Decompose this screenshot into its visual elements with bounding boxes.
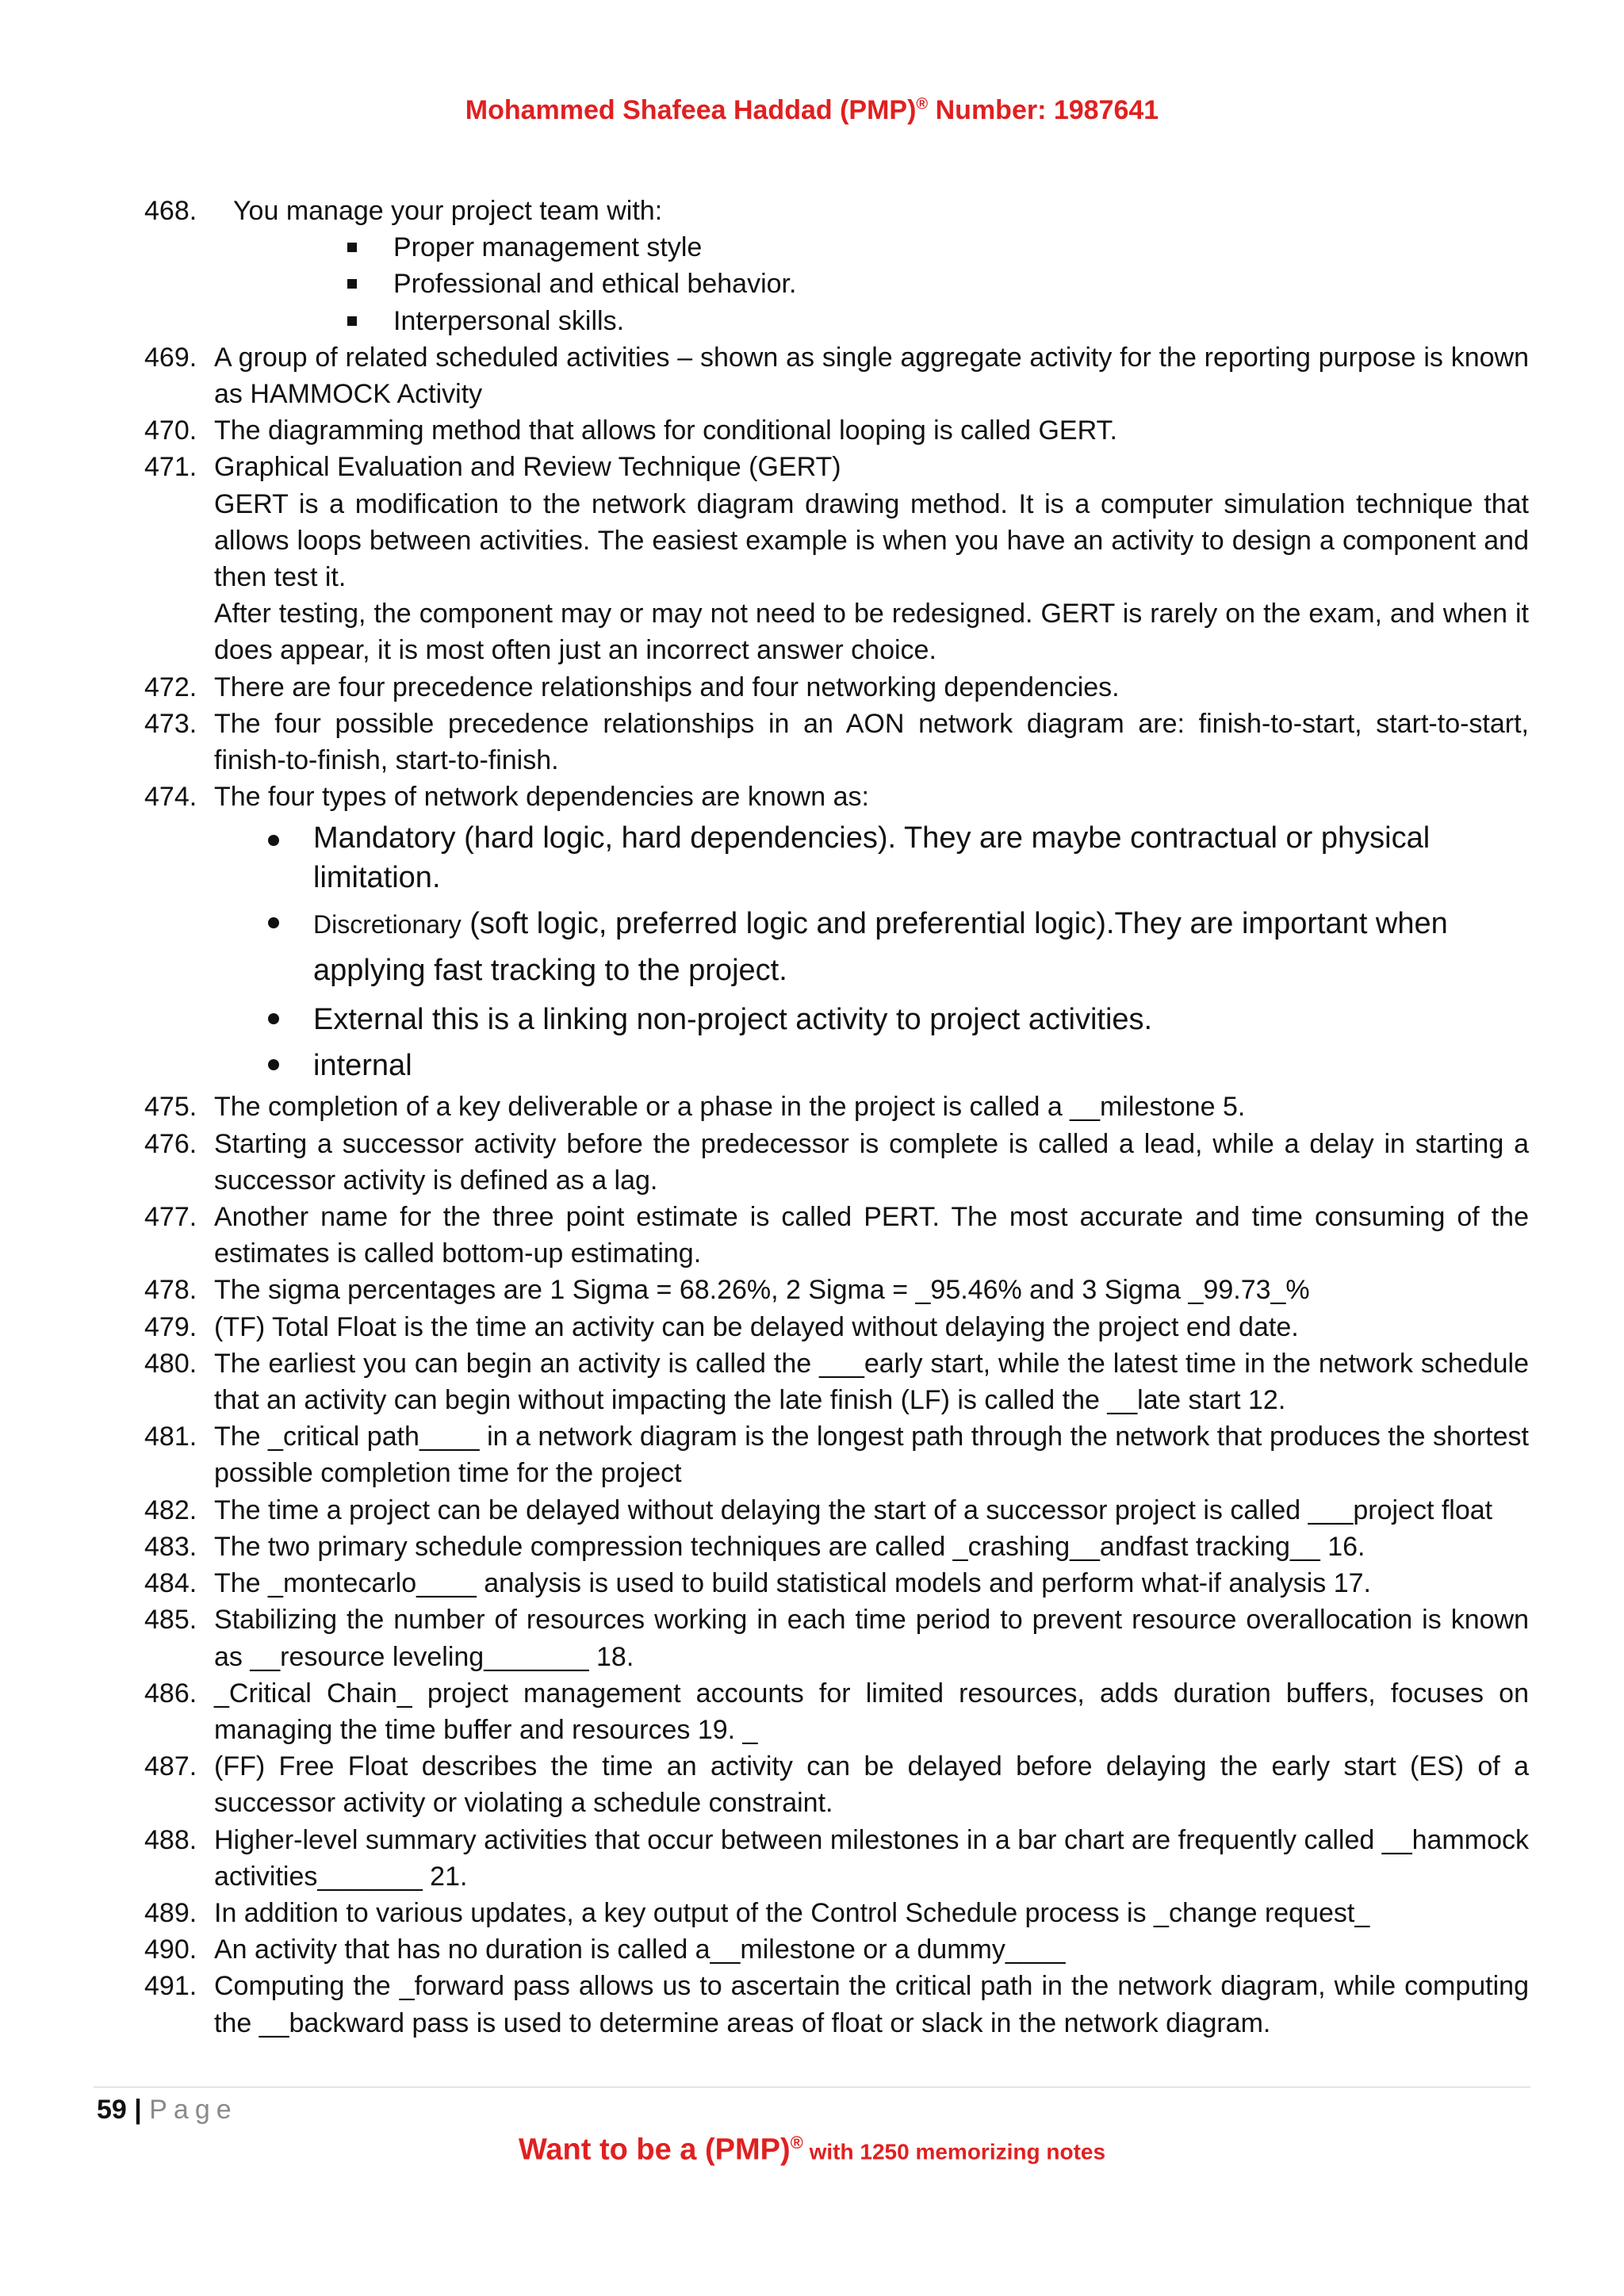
note-text: The diagramming method that allows for conditional looping is called GERT. bbox=[214, 415, 1117, 446]
note-text: You manage your project team with: bbox=[233, 196, 663, 226]
note-text: Computing the _forward pass allows us to ascertain the critical path in the network diagram, while computing the __backward pass is used to determine areas of float or slack in the network diagram. bbox=[214, 1971, 1529, 2038]
page-header bbox=[0, 95, 1624, 126]
page-number: 59 | Page bbox=[97, 2095, 238, 2125]
note-number: 474. bbox=[144, 782, 197, 813]
note-476 bbox=[144, 1126, 1529, 1199]
list-item: Mandatory (hard logic, hard dependencies). They are maybe contractual or physical limitation. bbox=[144, 818, 1529, 897]
gert-paragraph-1: GERT is a modification to the network diagram drawing method. It is a computer simulation technique that allows loops between activities. The easiest example is when you have an activity to design a component and then test it. bbox=[214, 488, 1529, 593]
note-469 bbox=[144, 339, 1529, 412]
note-472 bbox=[144, 669, 1529, 706]
note-text: Higher-level summary activities that occur between milestones in a bar chart are frequently called __hammock activities_______ 21. bbox=[214, 1824, 1529, 1892]
note-485 bbox=[144, 1601, 1529, 1674]
list-item: internal bbox=[144, 1043, 1529, 1089]
note-text: The _montecarlo____ analysis is used to build statistical models and perform what-if analysis 17. bbox=[214, 1568, 1371, 1599]
note-text: The sigma percentages are 1 Sigma = 68.26%, 2 Sigma = _95.46% and 3 Sigma _99.73_% bbox=[214, 1275, 1310, 1306]
bullet-icon bbox=[268, 1059, 279, 1070]
note-484 bbox=[144, 1565, 1529, 1601]
note-number: 472. bbox=[144, 672, 197, 702]
note-number: 490. bbox=[144, 1934, 197, 1965]
note-text: The four possible precedence relationships in an AON network diagram are: finish-to-start, start-to-start, finish-to-finish, start-to-finish. bbox=[214, 708, 1529, 776]
note-477 bbox=[144, 1199, 1529, 1272]
note-number: 470. bbox=[144, 415, 197, 446]
note-489 bbox=[144, 1895, 1529, 1931]
note-text: _Critical Chain_ project management accounts for limited resources, adds duration buffers, focuses on managing the time buffer and resources 19. _ bbox=[214, 1678, 1529, 1745]
note-473 bbox=[144, 706, 1529, 779]
note-481 bbox=[144, 1418, 1529, 1491]
note-text: There are four precedence relationships and four networking dependencies. bbox=[214, 672, 1120, 702]
note-text: In addition to various updates, a key output of the Control Schedule process is _change request_ bbox=[214, 1897, 1370, 1928]
team-management-list bbox=[144, 229, 1529, 339]
note-number: 469. bbox=[144, 342, 197, 373]
note-text: The completion of a key deliverable or a phase in the project is called a __milestone 5. bbox=[214, 1092, 1246, 1123]
note-483 bbox=[144, 1529, 1529, 1565]
note-475 bbox=[144, 1089, 1529, 1125]
note-text: (TF) Total Float is the time an activity can be delayed without delaying the project end date. bbox=[214, 1311, 1299, 1342]
note-number: 491. bbox=[144, 1971, 197, 2002]
note-486 bbox=[144, 1675, 1529, 1748]
note-number: 471. bbox=[144, 452, 197, 483]
note-number: 468. bbox=[144, 196, 197, 226]
note-479 bbox=[144, 1309, 1529, 1345]
square-bullet-icon bbox=[347, 243, 357, 252]
bullet-icon bbox=[268, 917, 279, 928]
note-number: 484. bbox=[144, 1568, 197, 1599]
note-490 bbox=[144, 1931, 1529, 1968]
list-item: External this is a linking non-project activity to project activities. bbox=[144, 997, 1529, 1043]
note-480 bbox=[144, 1345, 1529, 1418]
note-text: Another name for the three point estimate is called PERT. The most accurate and time consuming of the estimates is called bottom-up estimating. bbox=[214, 1202, 1529, 1269]
note-text: Graphical Evaluation and Review Technique (GERT) bbox=[214, 452, 841, 483]
header-author: Mohammed Shafeea Haddad (PMP) bbox=[465, 95, 917, 125]
note-text: A group of related scheduled activities – shown as single aggregate activity for the reporting purpose is known as HAMMOCK Activity bbox=[214, 342, 1529, 410]
note-text: Starting a successor activity before the predecessor is complete is called a lead, while a delay in starting a successor activity is defined as a lag. bbox=[214, 1128, 1529, 1196]
note-number: 486. bbox=[144, 1678, 197, 1709]
header-number: Number: 1987641 bbox=[928, 95, 1159, 125]
bullet-icon bbox=[268, 835, 279, 846]
note-488 bbox=[144, 1822, 1529, 1895]
notes-list bbox=[144, 193, 1529, 2042]
note-text: The four types of network dependencies are known as: bbox=[214, 782, 869, 813]
list-item: Interpersonal skills. bbox=[144, 303, 1529, 339]
note-number: 473. bbox=[144, 708, 197, 739]
note-482 bbox=[144, 1492, 1529, 1529]
square-bullet-icon bbox=[347, 279, 357, 289]
footer-banner: Want to be a (PMP)® with 1250 memorizing notes bbox=[518, 2133, 1106, 2167]
note-text: An activity that has no duration is called a__milestone or a dummy____ bbox=[214, 1934, 1066, 1965]
note-number: 479. bbox=[144, 1311, 197, 1342]
note-491 bbox=[144, 1968, 1529, 2041]
note-470 bbox=[144, 412, 1529, 449]
note-number: 487. bbox=[144, 1751, 197, 1782]
note-number: 480. bbox=[144, 1348, 197, 1379]
note-number: 481. bbox=[144, 1422, 197, 1452]
bullet-icon bbox=[268, 1013, 279, 1024]
note-number: 477. bbox=[144, 1202, 197, 1233]
list-item: Proper management style bbox=[144, 229, 1529, 266]
note-text: The earliest you can begin an activity is called the ___early start, while the latest time in the network schedule that an activity can begin without impacting the late finish (LF) is called the __late start 12. bbox=[214, 1348, 1529, 1416]
dependency-types-list bbox=[144, 818, 1529, 1089]
note-468 bbox=[144, 193, 1529, 229]
note-text: (FF) Free Float describes the time an activity can be delayed before delaying the early start (ES) of a successor activity or violating a schedule constraint. bbox=[214, 1751, 1529, 1819]
note-number: 475. bbox=[144, 1092, 197, 1123]
note-number: 488. bbox=[144, 1824, 197, 1855]
note-number: 483. bbox=[144, 1531, 197, 1562]
registered-mark: ® bbox=[916, 95, 929, 113]
list-item: Discretionary (soft logic, preferred logic and preferential logic).They are important when applying fast tracking to the project. bbox=[144, 901, 1529, 993]
note-number: 485. bbox=[144, 1605, 197, 1636]
square-bullet-icon bbox=[347, 316, 357, 326]
note-number: 489. bbox=[144, 1897, 197, 1928]
note-487 bbox=[144, 1748, 1529, 1821]
note-number: 476. bbox=[144, 1128, 197, 1159]
note-text: The _critical path____ in a network diagram is the longest path through the network that produces the shortest possible completion time for the project bbox=[214, 1422, 1529, 1489]
gert-paragraph-2: After testing, the component may or may not need to be redesigned. GERT is rarely on the exam, and when it does appear, it is most often just an incorrect answer choice. bbox=[214, 599, 1529, 666]
note-number: 478. bbox=[144, 1275, 197, 1306]
note-474 bbox=[144, 779, 1529, 815]
note-number: 482. bbox=[144, 1494, 197, 1525]
registered-mark: ® bbox=[790, 2133, 803, 2152]
note-text: The two primary schedule compression techniques are called _crashing__andfast tracking__ 16. bbox=[214, 1531, 1365, 1562]
list-item: Professional and ethical behavior. bbox=[144, 266, 1529, 302]
note-478 bbox=[144, 1272, 1529, 1308]
note-471 bbox=[144, 449, 1529, 668]
note-text: Stabilizing the number of resources working in each time period to prevent resource overallocation is known as __resource leveling_______ 18. bbox=[214, 1605, 1529, 1672]
note-text: The time a project can be delayed without delaying the start of a successor project is called ___project float bbox=[214, 1494, 1493, 1525]
